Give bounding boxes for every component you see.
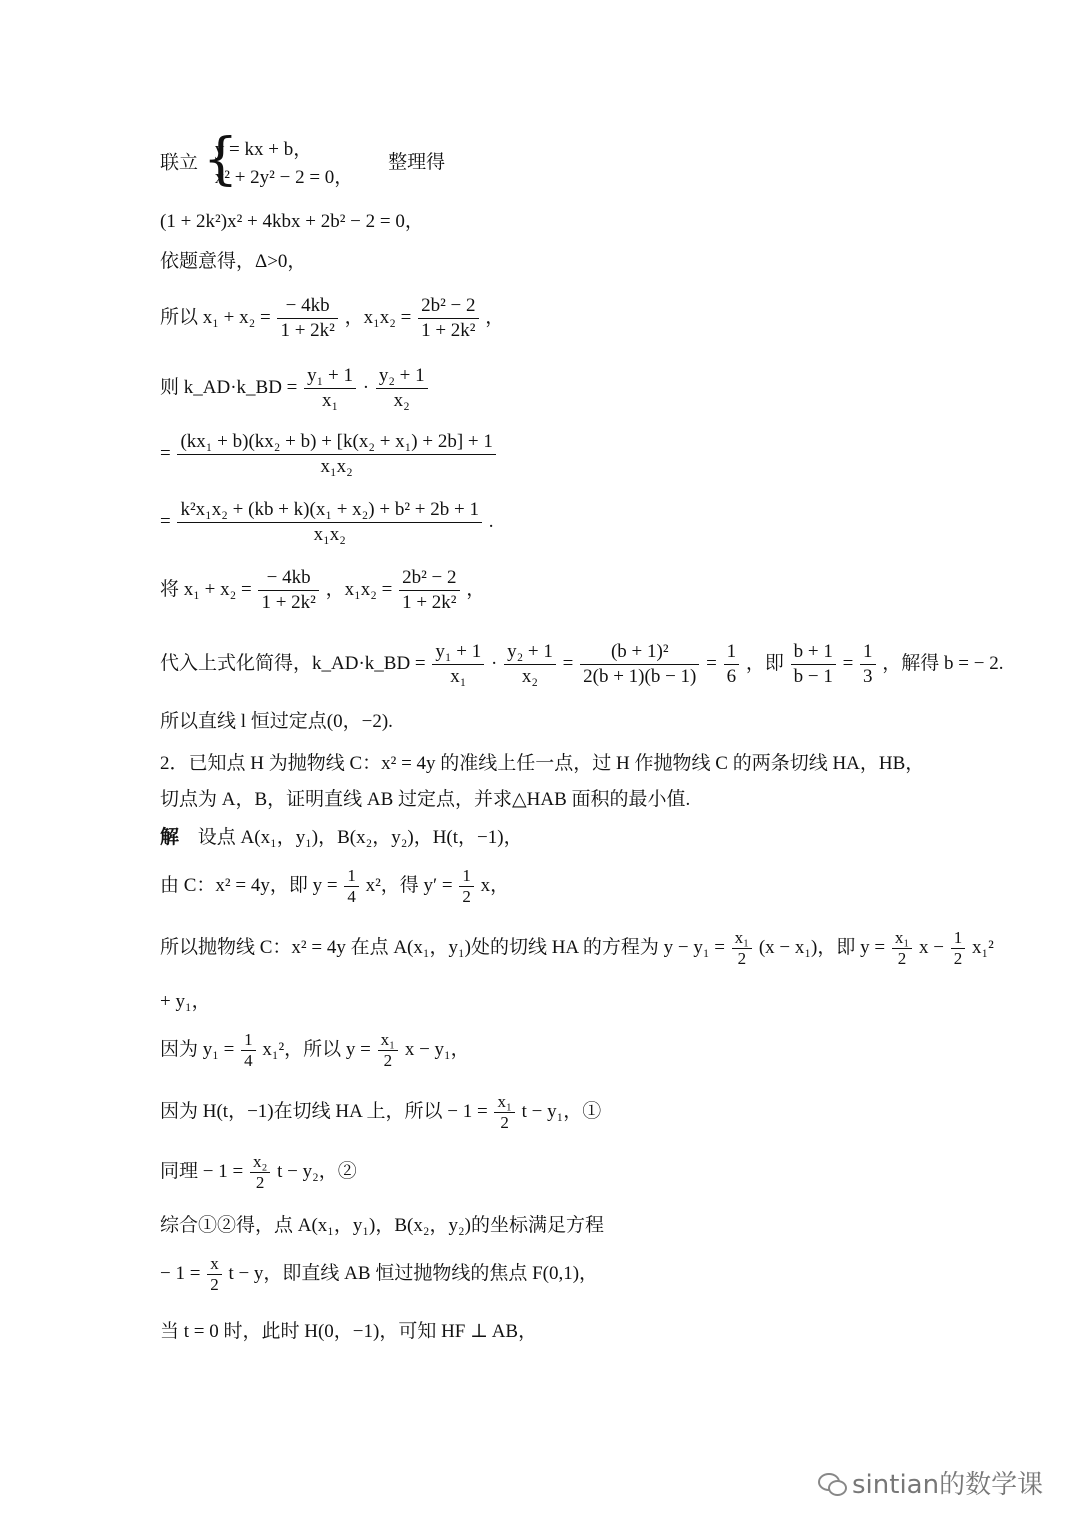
denominator: 1 + 2k²: [258, 590, 318, 615]
denominator: x₁: [432, 664, 484, 689]
text: ，: [466, 578, 486, 600]
equation-system: [202, 127, 354, 192]
equation-line: [160, 430, 498, 479]
fraction: [724, 640, 740, 689]
text: ·: [490, 652, 498, 674]
text: 整理得: [388, 152, 446, 174]
numerator: x₁: [380, 1030, 396, 1049]
text: − 1 =: [160, 1262, 201, 1284]
fraction: [732, 928, 752, 969]
text: ，x₁x₂ =: [325, 578, 393, 600]
text: ·: [362, 376, 370, 398]
denominator: 6: [724, 664, 740, 689]
numerator: − 4kb: [285, 295, 330, 316]
fraction: [418, 294, 478, 343]
text: ，x₁x₂ =: [344, 306, 412, 328]
numerator: 2b² − 2: [402, 567, 457, 588]
numerator: (b + 1)²: [610, 641, 669, 662]
text: =: [160, 510, 171, 532]
text: t − y₂，②: [277, 1160, 357, 1182]
text-line: 当 t = 0 时，此时 H(0，−1)，可知 HF ⊥ AB，: [160, 1321, 538, 1342]
denominator: 2: [378, 1050, 398, 1071]
numerator: 1: [953, 928, 963, 947]
equation-row: y = kx + b，: [214, 139, 313, 160]
fraction: [951, 928, 966, 969]
equation-line: [160, 498, 493, 547]
fraction: [504, 640, 556, 689]
numerator: x: [210, 1254, 219, 1273]
denominator: b − 1: [791, 664, 836, 689]
text: 代入上式化简得，k_AD·k_BD =: [160, 652, 426, 674]
fraction: [378, 1030, 398, 1071]
denominator: 4: [241, 1050, 256, 1071]
text: 因为 y₁ =: [160, 1038, 235, 1060]
text: =: [706, 652, 717, 674]
fraction: [177, 498, 482, 547]
text: 同理 − 1 =: [160, 1160, 244, 1182]
text: 设点 A(x₁，y₁)，B(x₂，y₂)，H(t，−1)，: [197, 827, 523, 848]
numerator: 1: [347, 866, 356, 885]
numerator: 2b² − 2: [421, 295, 476, 316]
watermark-text: sintian的数学课: [852, 1470, 1044, 1500]
denominator: 2(b + 1)(b − 1): [580, 664, 699, 689]
text: 联立: [160, 152, 199, 174]
denominator: 2: [250, 1172, 270, 1193]
fraction: [432, 640, 484, 689]
text: 所以抛物线 C：x² = 4y 在点 A(x₁，y₁)处的切线 HA 的方程为 y − y₁ =: [160, 936, 725, 958]
fraction: [258, 566, 318, 615]
equation-line: [160, 866, 509, 907]
text: 将 x₁ + x₂ =: [160, 578, 252, 600]
equation-line: [160, 1254, 598, 1295]
problem-statement-line: 2．已知点 H 为抛物线 C：x² = 4y 的准线上任一点，过 H 作抛物线 C 的两条切线 HA，HB，: [160, 753, 925, 774]
text: t − y₁，①: [521, 1100, 602, 1122]
denominator: 1 + 2k²: [418, 318, 478, 343]
denominator: 2: [892, 948, 912, 969]
denominator: x₂: [376, 388, 428, 413]
equation-line: [160, 1152, 357, 1193]
text: x²，得 y′ =: [365, 874, 453, 896]
text: x − y₁，: [404, 1038, 470, 1060]
fraction: [304, 364, 356, 413]
text-line: 依题意得，Δ>0，: [160, 251, 307, 272]
problem-statement-line: 切点为 A，B，证明直线 AB 过定点，并求△HAB 面积的最小值.: [160, 789, 691, 810]
system-equation-line: [160, 127, 446, 192]
text: x₁²，所以 y =: [262, 1038, 371, 1060]
fraction: [494, 1092, 514, 1133]
text: ，: [485, 306, 505, 328]
fraction: [459, 866, 474, 907]
numerator: x₁: [734, 928, 750, 947]
equation-line: [160, 640, 1003, 689]
text: .: [488, 510, 494, 532]
wechat-icon: [818, 1471, 846, 1495]
denominator: x₁: [304, 388, 356, 413]
equation-line: [160, 928, 994, 969]
numerator: x₁: [497, 1092, 512, 1111]
text: ，解得 b = − 2.: [882, 652, 1004, 674]
denominator: 4: [344, 886, 359, 907]
text: 所以 x₁ + x₂ =: [160, 306, 271, 328]
text: =: [842, 652, 854, 674]
numerator: 1: [726, 641, 737, 662]
text-line: + y₁，: [160, 991, 211, 1012]
text: 因为 H(t，−1)在切线 HA 上，所以 − 1 =: [160, 1100, 488, 1122]
fraction: [241, 1030, 256, 1071]
fraction: [376, 364, 428, 413]
denominator: 2: [459, 886, 474, 907]
text: =: [160, 442, 171, 464]
denominator: 2: [732, 948, 752, 969]
numerator: (kx₁ + b)(kx₂ + b) + [k(x₂ + x₁) + 2b] + 1: [180, 431, 493, 452]
fraction: [277, 294, 337, 343]
denominator: 1 + 2k²: [277, 318, 337, 343]
text: t − y，即直线 AB 恒过抛物线的焦点 F(0,1)，: [228, 1262, 599, 1284]
numerator: b + 1: [793, 641, 833, 662]
fraction: [791, 640, 836, 689]
text: 则 k_AD·k_BD =: [160, 376, 298, 398]
fraction: [892, 928, 912, 969]
equation-line: [160, 294, 504, 343]
text: =: [562, 652, 574, 674]
fraction: [860, 640, 876, 689]
equation-line: [160, 1092, 601, 1133]
numerator: y₂ + 1: [507, 641, 553, 662]
equation-row: x² + 2y² − 2 = 0，: [214, 167, 354, 188]
denominator: x₁x₂: [177, 522, 482, 547]
fraction: [250, 1152, 270, 1193]
equation-line: [160, 1030, 470, 1071]
denominator: x₁x₂: [177, 454, 495, 479]
solution-start-line: [160, 826, 523, 850]
text: (x − x₁)，即 y =: [758, 936, 886, 958]
fraction: [207, 1254, 222, 1295]
fraction: [580, 640, 699, 689]
numerator: y₁ + 1: [307, 365, 353, 386]
text: 由 C：x² = 4y，即 y =: [160, 874, 338, 896]
equation-line: [160, 364, 430, 413]
denominator: 1 + 2k²: [399, 590, 459, 615]
text: ，即: [745, 652, 784, 674]
numerator: x₂: [252, 1152, 268, 1171]
numerator: 1: [863, 641, 873, 662]
numerator: − 4kb: [266, 567, 311, 588]
text: x₁²: [971, 936, 994, 958]
fraction: [177, 430, 495, 479]
text-line: 综合①②得，点 A(x₁，y₁)，B(x₂，y₂)的坐标满足方程: [160, 1215, 604, 1236]
denominator: 2: [207, 1274, 222, 1295]
text: x −: [919, 936, 944, 958]
brace-icon: {: [202, 127, 239, 192]
denominator: 2: [494, 1112, 514, 1133]
denominator: 3: [860, 664, 876, 689]
fraction: [399, 566, 459, 615]
numerator: k²x₁x₂ + (kb + k)(x₁ + x₂) + b² + 2b + 1: [180, 499, 479, 520]
numerator: y₂ + 1: [378, 365, 425, 386]
denominator: 2: [951, 948, 966, 969]
numerator: x₁: [894, 928, 910, 947]
numerator: 1: [244, 1030, 253, 1049]
text-line: 所以直线 l 恒过定点(0，−2).: [160, 711, 393, 732]
text: x，: [480, 874, 510, 896]
equation-line: (1 + 2k²)x² + 4kbx + 2b² − 2 = 0，: [160, 211, 424, 232]
numerator: y₁ + 1: [435, 641, 482, 662]
watermark: [818, 1464, 1043, 1501]
fraction: [344, 866, 359, 907]
equation-line: [160, 566, 485, 615]
numerator: 1: [462, 866, 471, 885]
denominator: x₂: [504, 664, 556, 689]
solution-label: 解: [160, 827, 180, 848]
